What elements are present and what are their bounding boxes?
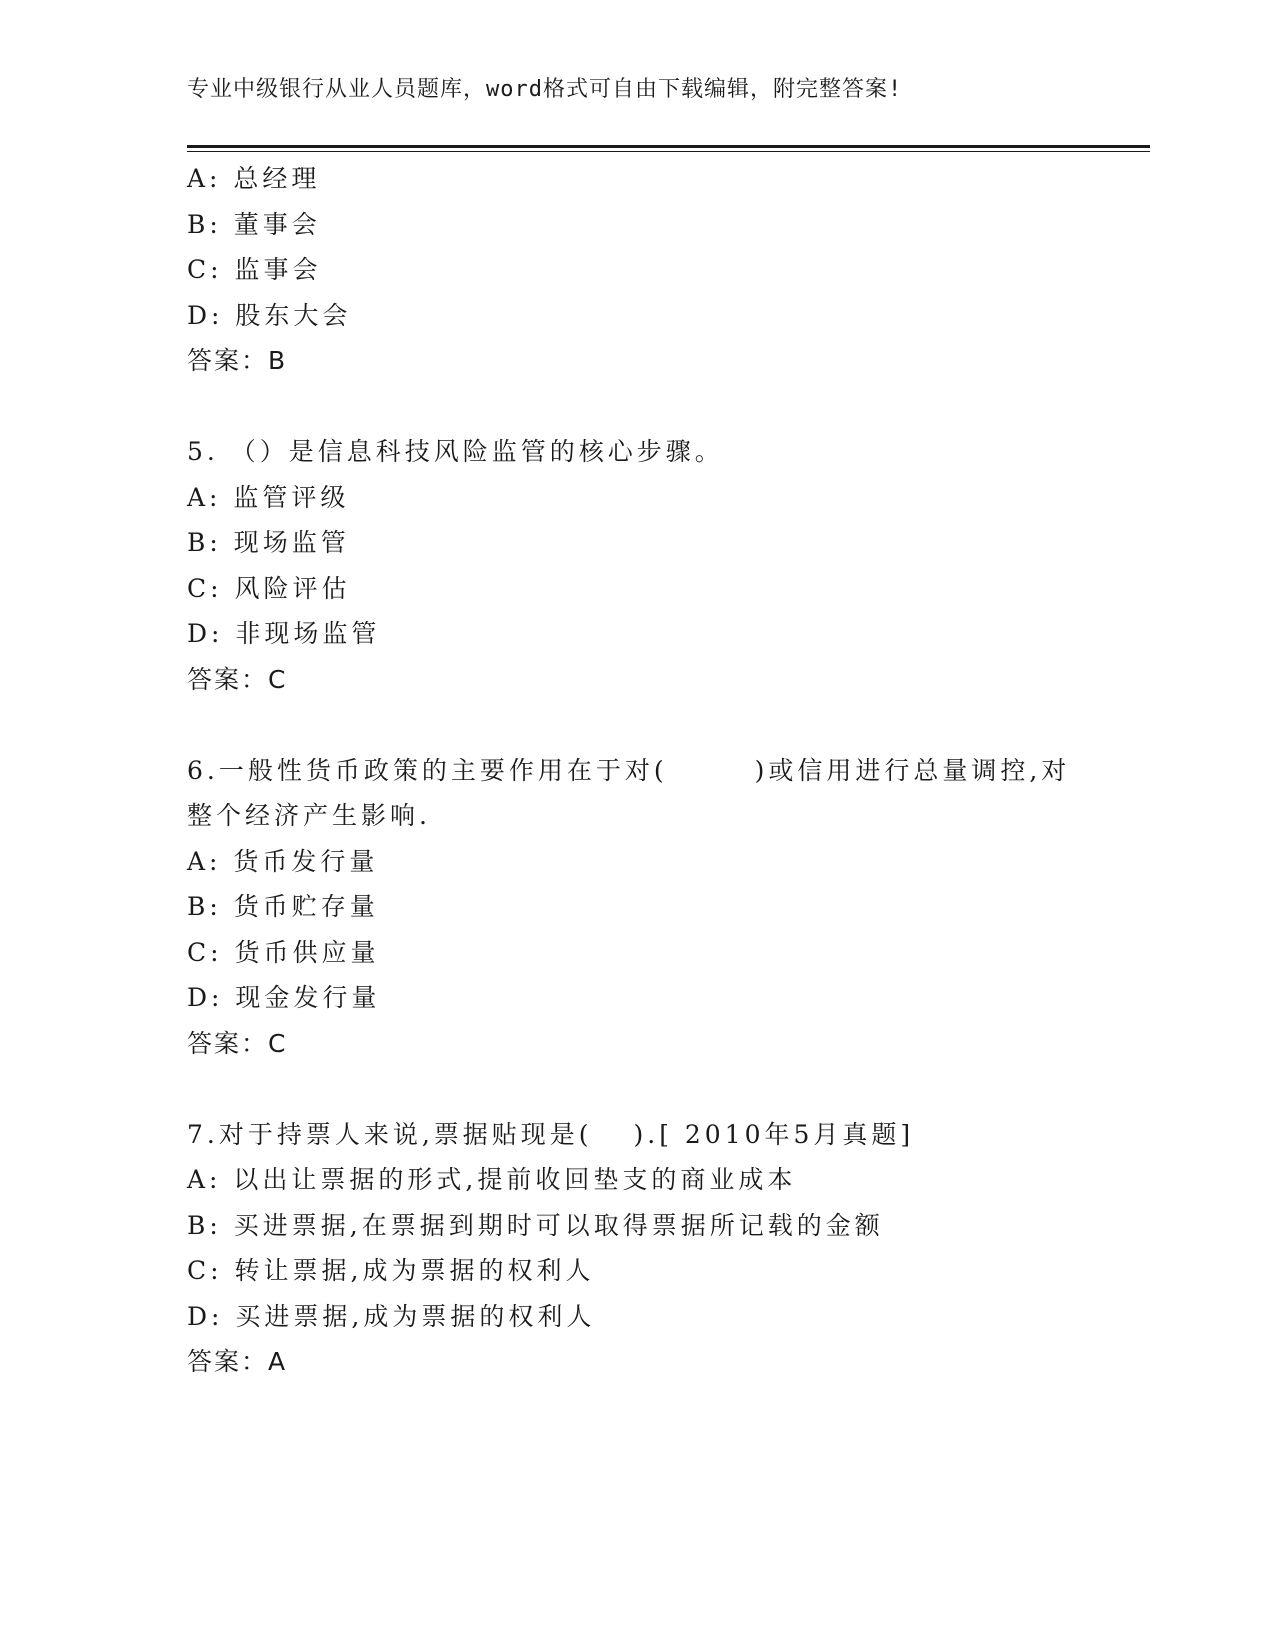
question-block <box>187 156 1087 384</box>
answer-line: 答案：C <box>187 664 288 694</box>
header-divider-thick <box>187 145 1150 148</box>
question-block <box>187 1112 1087 1385</box>
option-a: A: 以出让票据的形式,提前收回垫支的商业成本 <box>187 1165 797 1194</box>
option-d: D: 股东大会 <box>187 300 352 330</box>
option-d: D: 非现场监管 <box>187 619 381 648</box>
option-c: C: 货币供应量 <box>187 937 380 967</box>
page-header: 专业中级银行从业人员题库，word格式可自由下载编辑，附完整答案! <box>187 77 903 102</box>
answer-line: 答案：A <box>187 1347 288 1376</box>
question-text-continued: 整个经济产生影响. <box>187 801 431 830</box>
option-b: B: 买进票据,在票据到期时可以取得票据所记载的金额 <box>187 1210 884 1240</box>
option-a: A: 监管评级 <box>187 482 350 512</box>
option-a: A: 总经理 <box>187 164 321 193</box>
option-d: D: 现金发行量 <box>187 983 381 1012</box>
option-c: C: 转让票据,成为票据的权利人 <box>187 1256 595 1285</box>
question-text: 6.一般性货币政策的主要作用在于对( )或信用进行总量调控,对 <box>187 755 1071 785</box>
option-b: B: 现场监管 <box>187 528 350 557</box>
answer-line: 答案：C <box>187 1028 288 1058</box>
question-block <box>187 429 1087 702</box>
question-text: 5. （）是信息科技风险监管的核心步骤。 <box>187 437 724 466</box>
header-divider-thin <box>187 151 1150 152</box>
question-text: 7.对于持票人来说,票据贴现是( ).[ 2010年5月真题] <box>187 1119 915 1149</box>
option-c: C: 风险评估 <box>187 573 351 603</box>
option-b: B: 货币贮存量 <box>187 892 379 921</box>
option-a: A: 货币发行量 <box>187 846 379 876</box>
question-block <box>187 748 1087 1067</box>
block-spacer <box>187 1066 1087 1112</box>
block-spacer <box>187 384 1087 430</box>
block-spacer <box>187 702 1087 748</box>
option-b: B: 董事会 <box>187 209 321 239</box>
option-d: D: 买进票据,成为票据的权利人 <box>187 1301 596 1331</box>
question-list <box>187 156 1087 1385</box>
option-c: C: 监事会 <box>187 255 322 284</box>
answer-line: 答案：B <box>187 346 288 375</box>
